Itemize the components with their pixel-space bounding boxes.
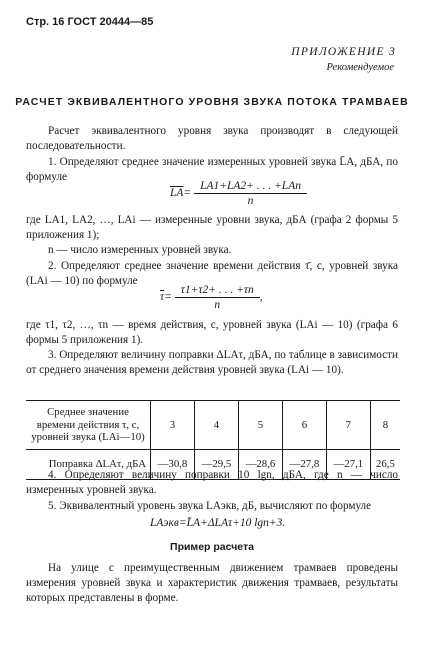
table-cell: 6 — [282, 401, 326, 450]
table-cell: —27,1 — [326, 449, 370, 479]
formula-2: $\overline{\tau}=$ $\frac{\tau 1+\tau 2+ . . . +\tau n}{n}$ , — [160, 284, 263, 311]
n-definition: n — число измеренных уровней звука. — [48, 244, 232, 256]
step-3-paragraph: 3. Определяют величину поправки ΔLAτ, дБА, по таблице в зависимости от среднего значения времени действия уровней звука (LAi — 10). — [26, 349, 398, 376]
step-4-paragraph: 4. Определяют величину поправки 10 lgn, дБА, где n — число измеренных уровней звука. — [26, 469, 398, 496]
step-2-paragraph: 2. Определяют среднее значение времени действия τ̄, с, уровней звука (LAi — 10) по формуле — [26, 260, 398, 287]
formula-2-denominator: n — [214, 299, 221, 311]
table-cell: 7 — [326, 401, 370, 450]
formula-1-numerator: LA1+LA2+ . . . +LAn — [194, 180, 307, 194]
formula-1: $\overline{LA}=$ $\frac{\text{LA1+LA2+ . . . +LAn}}{n}$ — [170, 180, 307, 207]
formula-2-fraction — [175, 284, 260, 311]
page-header: Стр. 16 ГОСТ 20444—85 — [26, 16, 154, 28]
formula-2-lhs: $\overline{\tau}$ — [160, 291, 165, 304]
formula-3: LAэкв=L̄A+ΔLAτ+10 lgn+3. — [150, 517, 286, 529]
step-1-paragraph: 1. Определяют среднее значение измеренных уровней звука L̄A, дБА, по формуле — [26, 156, 398, 183]
table-row2-header: Поправка ΔLAτ, дБА — [26, 449, 151, 479]
intro-paragraph: Расчет эквивалентного уровня звука производят в следующей последовательности. — [26, 125, 398, 152]
example-paragraph: На улице с преимущественным движением трамваев проведены измерения уровней звука и характеристик движения трамваев, результаты которых представлены в форме. — [26, 562, 398, 604]
table-cell: 4 — [194, 401, 238, 450]
table-cell: —28,6 — [238, 449, 282, 479]
table-cell: 5 — [238, 401, 282, 450]
example-title: Пример расчета — [170, 541, 254, 553]
formula-2-numerator: τ1+τ2+ . . . +τn — [175, 284, 260, 298]
appendix-title: ПРИЛОЖЕНИЕ 3 — [291, 46, 396, 58]
table-row1-header: Среднее значение времени действия τ, с, уровней звука (LAi—10) — [26, 401, 151, 450]
section-title: РАСЧЕТ ЭКВИВАЛЕНТНОГО УРОВНЯ ЗВУКА ПОТОКА ТРАМВАЕВ — [15, 96, 409, 108]
table-cell: 8 — [370, 401, 400, 450]
table-cell: —30,8 — [151, 449, 195, 479]
formula-1-denominator: n — [247, 195, 254, 207]
where-1-paragraph: где LA1, LA2, …, LAi — измеренные уровни звука, дБА (графа 2 формы 5 приложения 1); — [26, 214, 398, 241]
table-cell: —29,5 — [194, 449, 238, 479]
table-cell: 26,5 — [370, 449, 400, 479]
formula-1-lhs: $\overline{LA}$ — [170, 187, 184, 200]
table-cell: 3 — [151, 401, 195, 450]
where-2-paragraph: где τ1, τ2, …, τn — время действия, с, уровней звука (LAi — 10) (графа 6 формы 5 приложения 1). — [26, 319, 398, 346]
table-row — [26, 401, 400, 450]
appendix-subtitle: Рекомендуемое — [326, 62, 394, 73]
table-cell: —27,8 — [282, 449, 326, 479]
step-5-paragraph: 5. Эквивалентный уровень звука LAэкв, дБ, вычисляют по формуле — [48, 500, 372, 512]
formula-1-fraction — [194, 180, 307, 207]
